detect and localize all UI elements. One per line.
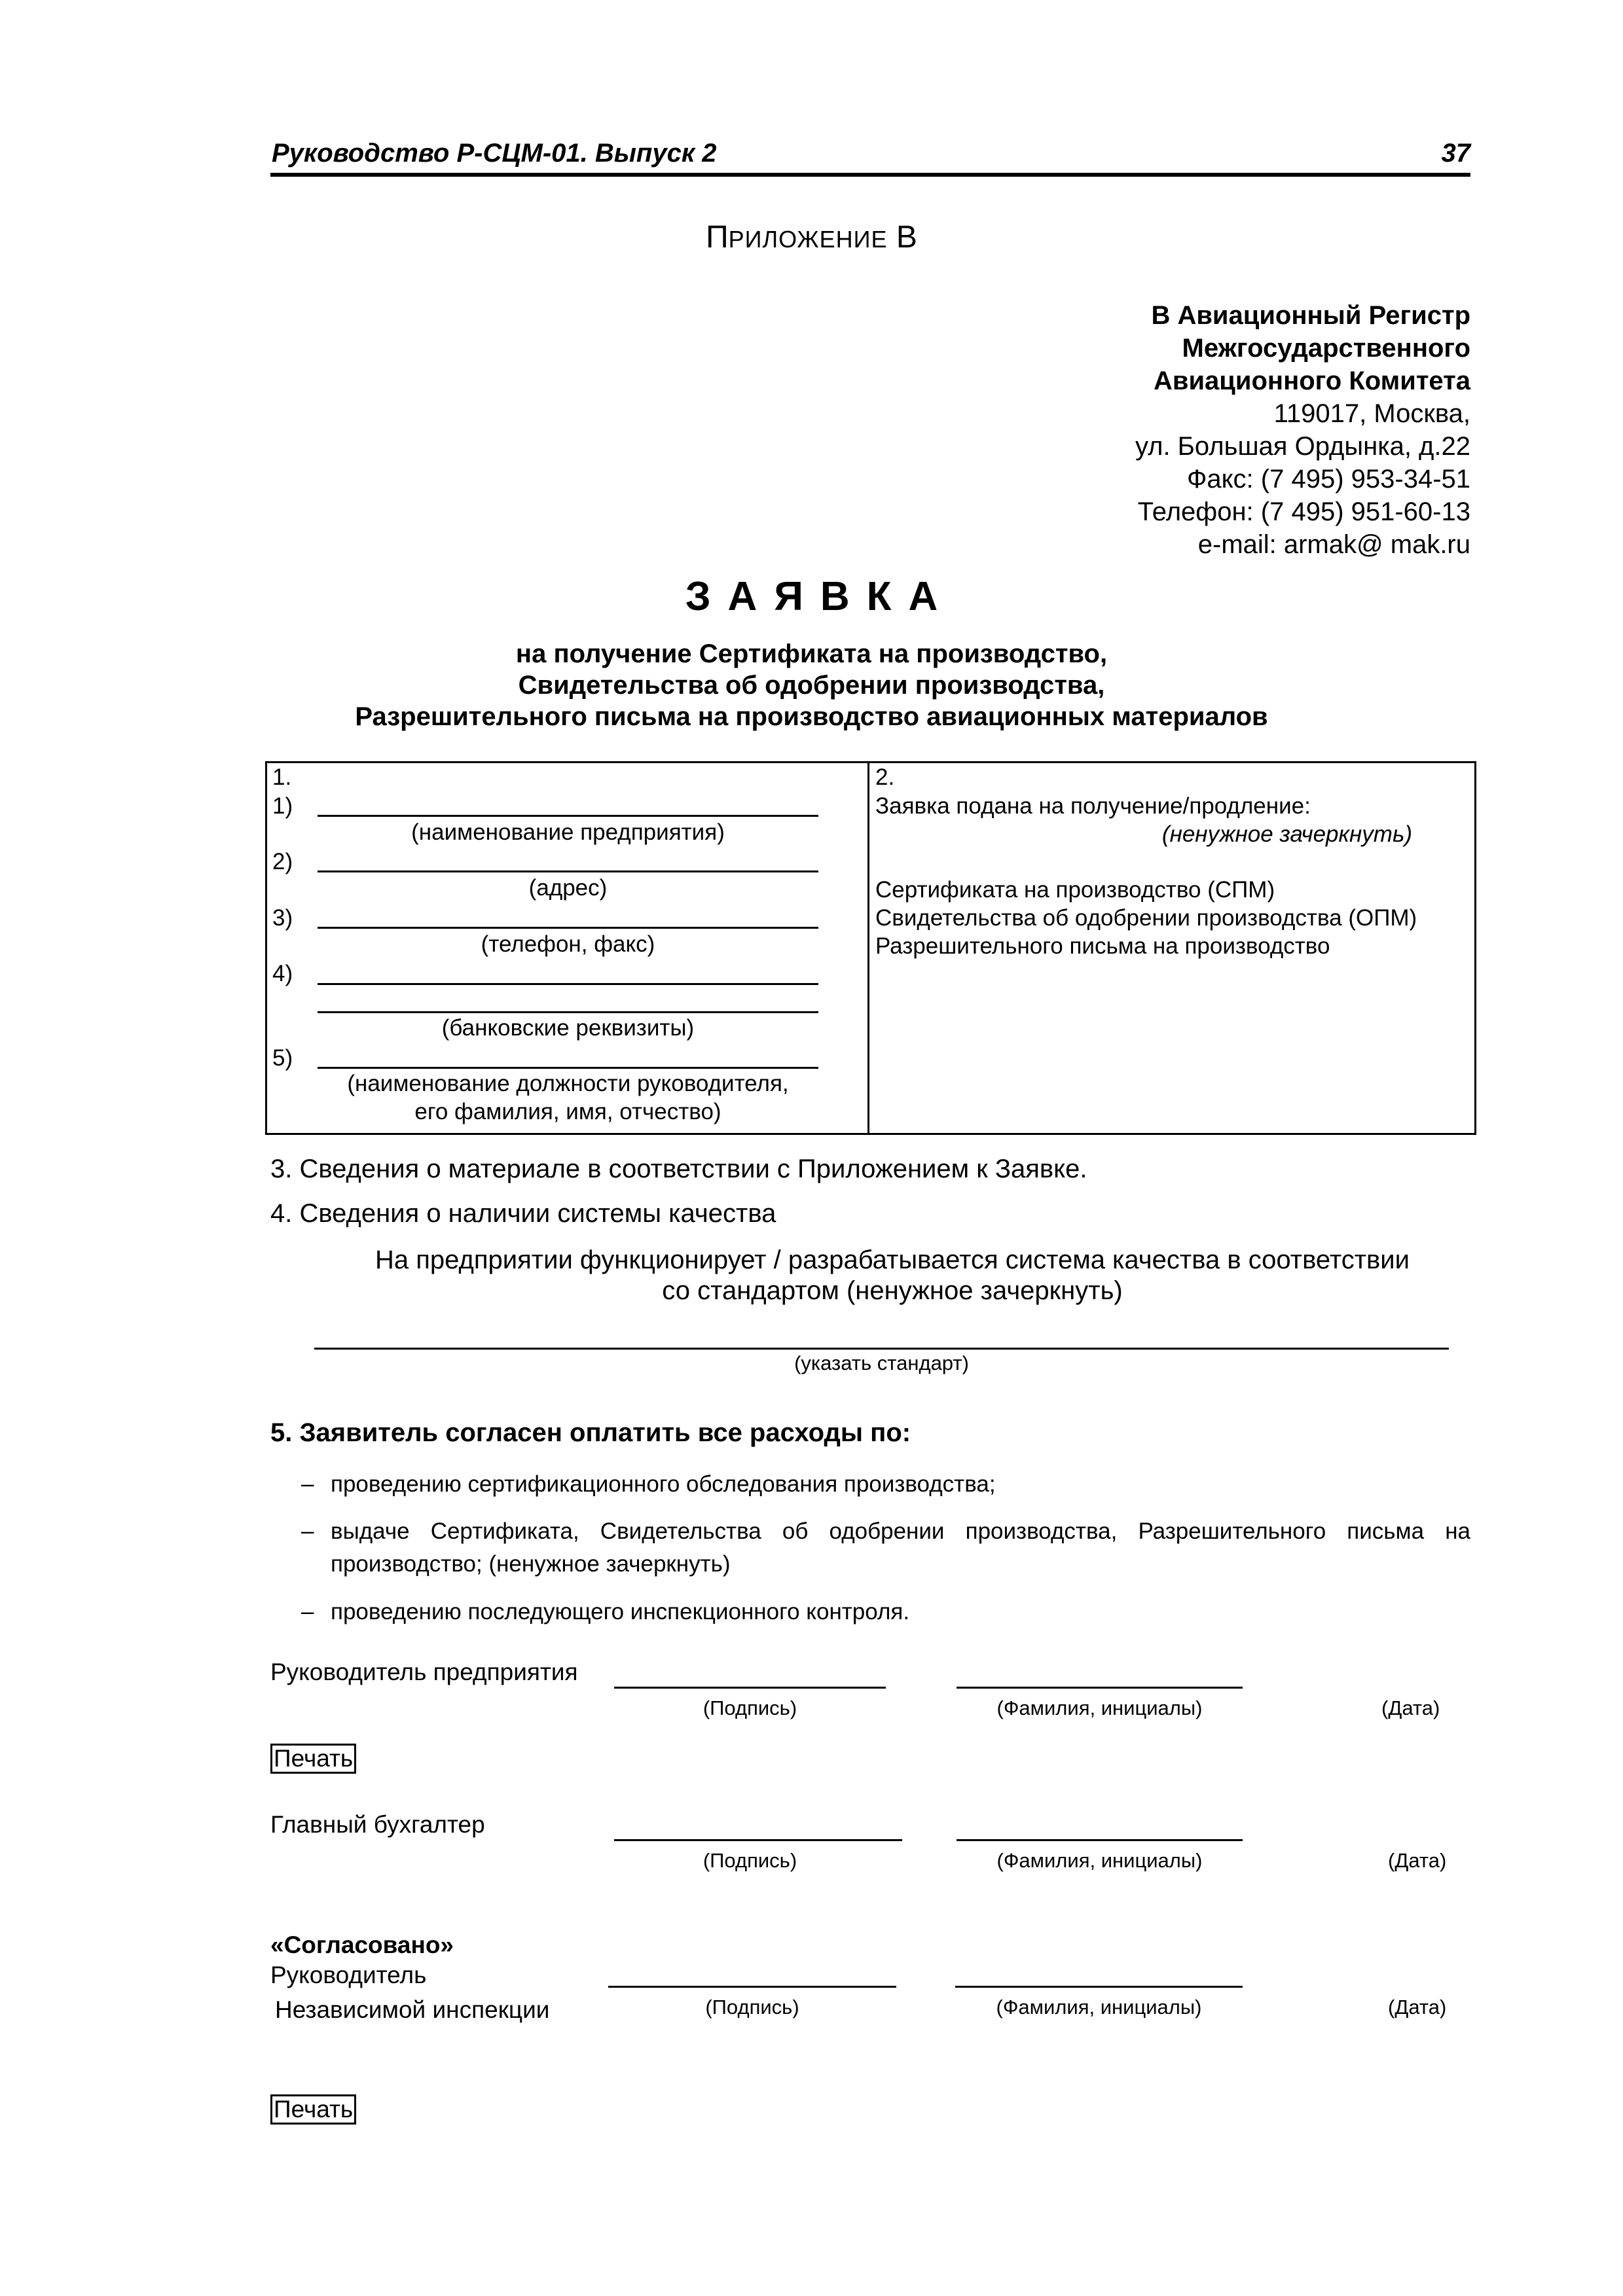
page-number: 37 (1441, 139, 1470, 168)
director-field[interactable] (318, 1067, 818, 1069)
field-caption: (наименование предприятия) (411, 819, 725, 845)
enterprise-name-field[interactable] (318, 815, 818, 817)
inspection-label-2: Независимой инспекции (275, 1996, 550, 2023)
option-opm[interactable]: Свидетельства об одобрении производства (ОПМ) (875, 905, 1417, 931)
date-caption: (Дата) (1388, 1996, 1447, 2018)
phone-fax-field[interactable] (318, 927, 818, 929)
stamp-placeholder: Печать (270, 2094, 356, 2125)
list-dash: – (301, 1518, 314, 1544)
addressee-block (1135, 299, 1470, 561)
phone-line: Телефон: (7 495) 951-60-13 (1137, 497, 1470, 526)
header-rule (270, 173, 1470, 177)
option-permit-letter[interactable]: Разрешительного письма на производство (875, 933, 1330, 959)
list-item (301, 1596, 1470, 1628)
email-line: e-mail: armak@ mak.ru (1197, 530, 1470, 559)
stamp-placeholder: Печать (270, 1744, 356, 1774)
accountant-name-line[interactable] (957, 1839, 1243, 1841)
list-item-text: проведению сертификационного обследования производства; (331, 1471, 996, 1497)
bank-details-field-2[interactable] (318, 1011, 818, 1013)
list-dash: – (301, 1471, 314, 1497)
recipient-line: Межгосударственного (1182, 334, 1470, 363)
list-dash: – (301, 1599, 314, 1624)
appendix-heading: ПРИЛОЖЕНИЕ В (706, 220, 917, 255)
field-caption-2: его фамилия, имя, отчество) (414, 1099, 721, 1124)
inspection-name-line[interactable] (955, 1986, 1243, 1988)
field-caption: (наименование должности руководителя, (347, 1071, 789, 1096)
quality-system-statement: На предприятии функционирует / разрабатывается система качества в соответствии (375, 1246, 1410, 1274)
field-number: 2) (272, 849, 293, 874)
fax-line: Факс: (7 495) 953-34-51 (1186, 465, 1470, 493)
strike-note: (ненужное зачеркнуть) (1161, 821, 1412, 847)
field-number: 5) (272, 1045, 293, 1071)
list-item (301, 1468, 1470, 1501)
signature-caption: (Подпись) (702, 1696, 797, 1719)
bank-details-field[interactable] (318, 983, 818, 985)
section-4-heading: 4. Сведения о наличии системы качества (270, 1199, 776, 1228)
table-divider (867, 761, 869, 1135)
section-3: 3. Сведения о материале в соответствии с Приложением к Заявке. (270, 1155, 1087, 1183)
name-caption: (Фамилия, инициалы) (996, 1849, 1203, 1872)
document-title: ЗАЯВКА (685, 574, 955, 619)
director-signature-line[interactable] (614, 1687, 886, 1689)
option-spm[interactable]: Сертификата на производство (СПМ) (875, 877, 1275, 903)
running-header-title: Руководство Р-СЦМ-01. Выпуск 2 (272, 139, 717, 168)
accountant-label: Главный бухгалтер (270, 1811, 485, 1838)
field-number: 1) (272, 793, 293, 819)
field-caption: (банковские реквизиты) (441, 1015, 695, 1041)
list-item-text: выдаче Сертификата, Свидетельства об одобрении производства, Разрешительного письма на производство; (ненужное зачеркнуть) (331, 1518, 1470, 1577)
date-caption: (Дата) (1381, 1696, 1440, 1719)
application-type-intro: Заявка подана на получение/продление: (875, 793, 1311, 819)
director-name-line[interactable] (957, 1687, 1243, 1689)
signature-caption: (Подпись) (702, 1849, 797, 1872)
field-number: 4) (272, 961, 293, 986)
name-caption: (Фамилия, инициалы) (996, 1996, 1202, 2018)
field-number: 3) (272, 905, 293, 931)
address-line: 119017, Москва, (1273, 399, 1470, 428)
field-caption: (телефон, факс) (481, 931, 655, 957)
accountant-signature-line[interactable] (614, 1839, 902, 1841)
inspection-signature-line[interactable] (608, 1986, 896, 1988)
inspection-label-1: Руководитель (270, 1962, 427, 1988)
list-item (301, 1515, 1470, 1581)
cell-number-1: 1. (272, 764, 292, 790)
address-line: ул. Большая Ордынка, д.22 (1135, 432, 1470, 461)
cell-number-2: 2. (875, 764, 895, 790)
address-field[interactable] (318, 870, 818, 872)
director-label: Руководитель предприятия (270, 1659, 578, 1685)
signature-caption: (Подпись) (705, 1996, 799, 2018)
section-5-heading: 5. Заявитель согласен оплатить все расходы по: (270, 1418, 911, 1447)
date-caption: (Дата) (1388, 1849, 1447, 1872)
agreed-label: «Согласовано» (270, 1931, 454, 1958)
recipient-line: Авиационного Комитета (1153, 367, 1470, 395)
document-subtitle: на получение Сертификата на производство, Свидетельства об одобрении производства, Разрешительного письма на производство авиационных материалов (355, 639, 1268, 731)
field-caption: (адрес) (528, 875, 608, 901)
standard-caption: (указать стандарт) (794, 1352, 969, 1374)
list-item-text: проведению последующего инспекционного контроля. (331, 1599, 910, 1624)
recipient-line: В Авиационный Регистр (1151, 301, 1470, 330)
name-caption: (Фамилия, инициалы) (996, 1696, 1203, 1719)
quality-system-statement-2: со стандартом (ненужное зачеркнуть) (662, 1276, 1123, 1305)
standard-field[interactable] (314, 1348, 1449, 1350)
